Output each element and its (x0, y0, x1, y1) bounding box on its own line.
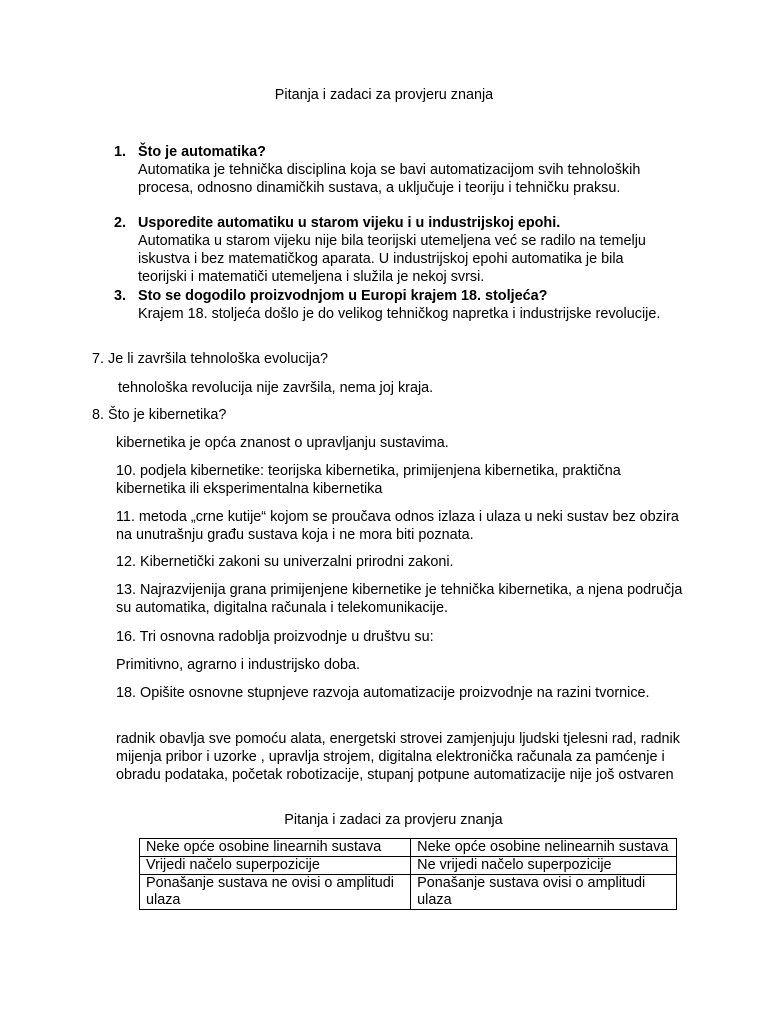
question-7: 7. Je li završila tehnološka evolucija? (92, 351, 328, 367)
question-number: 1. (114, 144, 127, 160)
paragraph-12: 12. Kibernetički zakoni su univerzalni prirodni zakoni. (116, 554, 454, 570)
answer-text: Krajem 18. stoljeća došlo je do velikog tehničkog napretka i industrijske revolucije. (138, 306, 661, 322)
properties-table (139, 838, 677, 910)
question-text: Što je automatika? (138, 144, 266, 160)
paragraph-16-answer: Primitivno, agrarno i industrijsko doba. (116, 657, 360, 673)
table-cell: Ponašanje sustava ovisi o amplitudi ulaza (411, 875, 677, 910)
answer-8: kibernetika je opća znanost o upravljanju sustavima. (116, 435, 449, 451)
header-nonlinear: Neke opće osobine nelinearnih sustava (411, 839, 677, 857)
question-1 (114, 143, 674, 197)
table-row (140, 875, 677, 910)
paragraph-10: 10. podjela kibernetike: teorijska kibernetika, primijenjena kibernetika, praktična kibernetika ili eksperimentalna kibernetika (116, 463, 621, 497)
answer-text: Automatika u starom vijeku nije bila teorijski utemeljena već se radilo na temelju iskustva i bez matematičkog aparata. U industrijskoj epohi automatika je bila teorijski i matematiči utemeljena i služila je nekoj svrsi. (138, 233, 646, 285)
table-title: Pitanja i zadaci za provjeru znanja (284, 812, 503, 828)
question-text: Usporedite automatiku u starom vijeku i u industrijskoj epohi. (138, 215, 561, 231)
paragraph-13: 13. Najrazvijenija grana primijenjene kibernetike je tehnička kibernetika, a njena područja su automatika, digitalna računala i telekomunikacije. (116, 582, 683, 616)
table-cell: Ponašanje sustava ne ovisi o amplitudi ulaza (140, 875, 411, 910)
table-cell: Ne vrijedi načelo superpozicije (411, 857, 677, 875)
question-2 (114, 214, 674, 286)
answer-7: tehnološka revolucija nije završila, nema joj kraja. (118, 380, 434, 396)
question-number: 3. (114, 288, 127, 304)
question-3 (114, 287, 674, 323)
question-number: 2. (114, 215, 127, 231)
paragraph-11: 11. metoda „crne kutije“ kojom se proučava odnos izlaza i ulaza u neki sustav bez obzira na unutrašnju građu sustava koja i ne mora biti poznata. (116, 509, 679, 543)
question-text: Sto se dogodilo proizvodnjom u Europi krajem 18. stoljeća? (138, 288, 548, 304)
table-header-row (140, 839, 677, 857)
answer-text: Automatika je tehnička disciplina koja se bavi automatizacijom svih tehnoloških procesa, odnosno dinamičkih sustava, a uključuje i teoriju i tehničku praksu. (138, 162, 641, 196)
page-title: Pitanja i zadaci za provjeru znanja (274, 87, 494, 103)
paragraph-18-answer: radnik obavlja sve pomoću alata, energetski strovei zamjenjuju ljudski tjelesni rad, radnik mijenja pribor i uzorke , upravlja strojem, digitalna elektronička računala za pamćenje i obradu podataka, početak robotizacije, stupanj potpune automatizacije nije još ostvaren (116, 731, 680, 783)
table-cell: Vrijedi načelo superpozicije (140, 857, 411, 875)
header-linear: Neke opće osobine linearnih sustava (140, 839, 411, 857)
paragraph-18: 18. Opišite osnovne stupnjeve razvoja automatizacije proizvodnje na razini tvornice. (116, 685, 650, 701)
paragraph-16: 16. Tri osnovna radoblja proizvodnje u društvu su: (116, 629, 434, 645)
table-row (140, 857, 677, 875)
question-8: 8. Što je kibernetika? (92, 407, 227, 423)
